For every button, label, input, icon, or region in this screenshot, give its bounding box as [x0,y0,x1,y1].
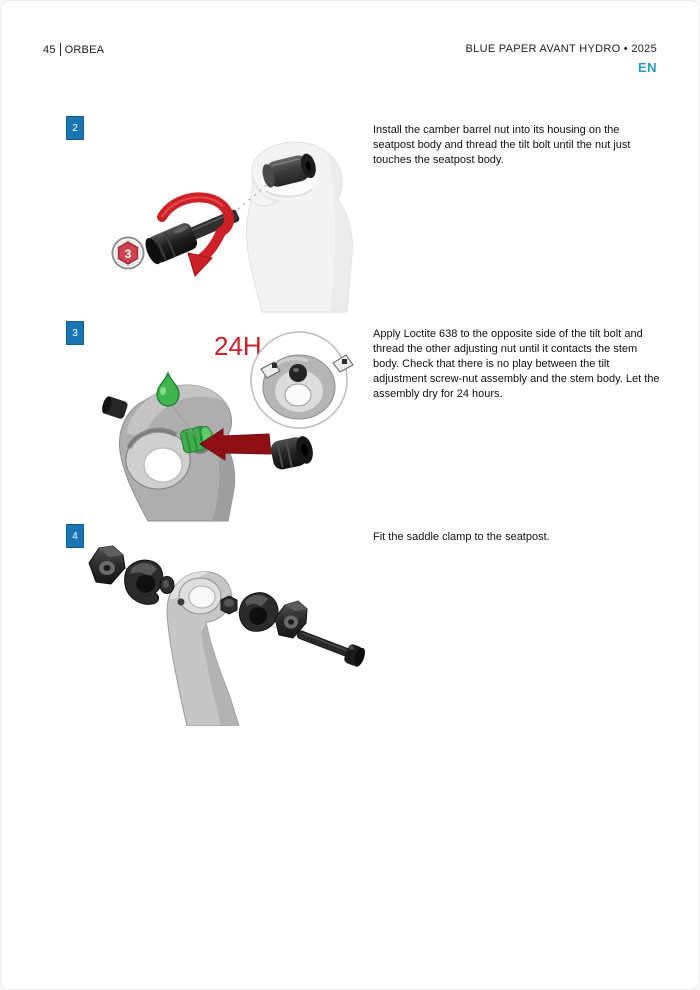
step-4-text: Fit the saddle clamp to the seatpost. [373,531,550,543]
step-3-badge: 3 [66,321,84,345]
brand-divider [60,43,61,56]
figure-install-barrel-nut [96,129,366,314]
figure-apply-loctite [96,323,366,523]
cure-time-label: 24H [214,331,262,361]
clamp-bolt [294,624,367,668]
clamp-cradle-left [125,560,163,604]
step-4-badge: 4 [66,524,84,548]
header-left [43,43,104,56]
torque-value: 3 [124,247,132,261]
step-3-text: Apply Loctite 638 to the opposite side of the tilt bolt and thread the other adjusting nut until it contacts the stem body. Check that there is no play between the tilt adjustment screw-nut assembly and the stem body. Let the assembly dry for 24 hours. [373,328,660,400]
clamp-plate-left [89,546,125,584]
header-right [466,43,657,75]
magnifier-detail-circle [251,332,353,428]
clamp-nut [221,596,237,614]
step-2-text: Install the camber barrel nut into its housing on the seatpost body and thread the tilt bolt until the nut just touches the seatpost body. [373,124,631,166]
clamp-cradle-right [239,593,278,632]
document-title: BLUE PAPER AVANT HYDRO • 2025 [465,43,657,55]
brand-name: ORBEA [64,43,105,56]
torque-spec-icon [113,238,144,269]
adjusting-nut [269,434,315,471]
language-badge: EN [637,60,657,75]
page-number: 45 [43,43,56,56]
seatpost-head [167,572,239,726]
figure-saddle-clamp-exploded [69,541,369,726]
step-2-badge: 2 [66,116,84,140]
clamp-washer [160,577,174,594]
